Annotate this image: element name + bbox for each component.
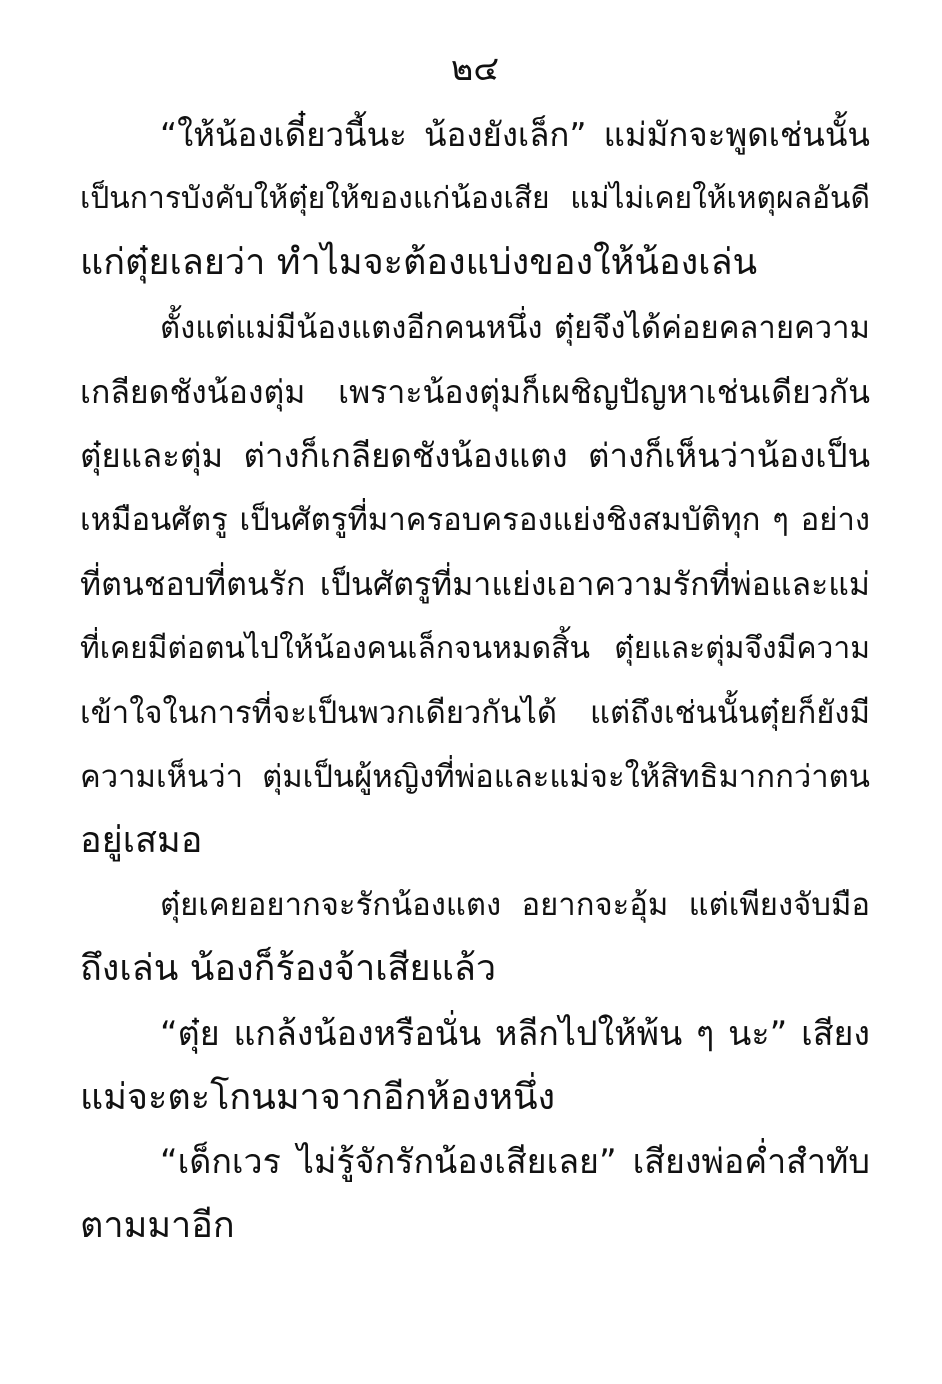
page-number: ๒๔ bbox=[450, 49, 500, 89]
text-line: เข้าใจในการที่จะเป็นพวกเดียวกันได้ แต่ถึงเช่นนั้นตุ๋ยก็ยังมี bbox=[80, 694, 870, 731]
text-line: ตามมาอีก bbox=[80, 1205, 235, 1247]
body-text bbox=[80, 103, 870, 1258]
text-line: “ตุ๋ย แกล้งน้องหรือนั่น หลีกไปให้พ้น ๆ นะ” เสียง bbox=[160, 1013, 870, 1054]
text-line: ที่ตนชอบที่ตนรัก เป็นศัตรูที่มาแย่งเอาความรักที่พ่อและแม่ bbox=[80, 565, 870, 604]
text-line: ตุ๋ยและตุ่ม ต่างก็เกลียดชังน้องแตง ต่างก็เห็นว่าน้องเป็น bbox=[80, 435, 870, 475]
text-line: อยู่เสมอ bbox=[80, 820, 203, 862]
text-line: “เด็กเวร ไม่รู้จักรักน้องเสียเลย” เสียงพ่อค่ำสำทับ bbox=[160, 1142, 870, 1182]
text-line: ถึงเล่น น้องก็ร้องจ้าเสียแล้ว bbox=[80, 948, 497, 990]
text-line: ความเห็นว่า ตุ่มเป็นผู้หญิงที่พ่อและแม่จะให้สิทธิมากกว่าตน bbox=[80, 758, 870, 795]
text-line: ที่เคยมีต่อตนไปให้น้องคนเล็กจนหมดสิ้น ตุ๋ยและตุ่มจึงมีความ bbox=[80, 630, 870, 666]
text-line: เป็นการบังคับให้ตุ๋ยให้ของแก่น้องเสีย แม่ไม่เคยให้เหตุผลอันดี bbox=[80, 181, 870, 217]
text-line: แม่จะตะโกนมาจากอีกห้องหนึ่ง bbox=[80, 1076, 556, 1118]
text-line: เกลียดชังน้องตุ่ม เพราะน้องตุ่มก็เผชิญปัญหาเช่นเดียวกัน bbox=[80, 372, 870, 411]
text-line: แก่ตุ๋ยเลยว่า ทำไมจะต้องแบ่งของให้น้องเล่น bbox=[80, 242, 758, 284]
text-line: เหมือนศัตรู เป็นศัตรูที่มาครอบครองแย่งชิงสมบัติทุก ๆ อย่าง bbox=[80, 502, 870, 539]
text-line: ตั้งแต่แม่มีน้องแตงอีกคนหนึ่ง ตุ๋ยจึงได้ค่อยคลายความ bbox=[160, 309, 870, 346]
text-line: ตุ๋ยเคยอยากจะรักน้องแตง อยากจะอุ้ม แต่เพียงจับมือ bbox=[160, 887, 870, 924]
text-line: “ให้น้องเดี๋ยวนี้นะ น้องยังเล็ก” แม่มักจะพูดเช่นนั้น bbox=[160, 115, 870, 154]
